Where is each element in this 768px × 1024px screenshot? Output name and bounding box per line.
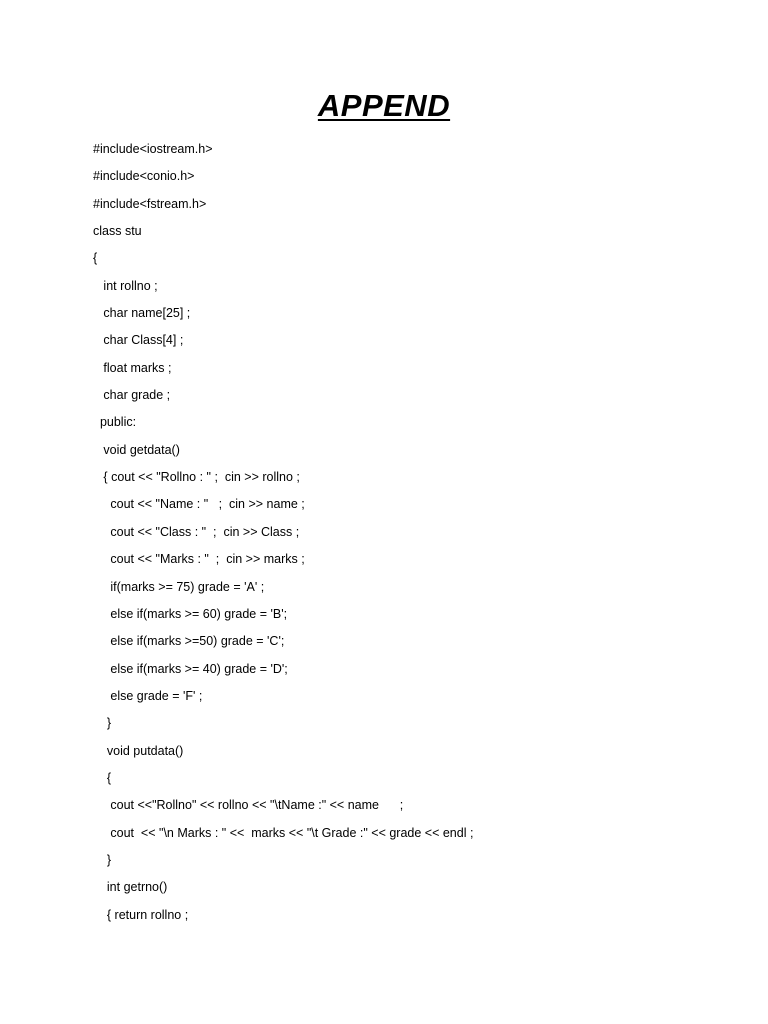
code-line: #include<iostream.h> <box>93 142 213 156</box>
code-line: void putdata() <box>93 743 184 758</box>
code-line: } <box>93 852 112 867</box>
code-line: cout <<"Rollno" << rollno << "\tName :" << name ; <box>93 798 404 813</box>
code-line: cout << "Name : " ; cin >> name ; <box>93 497 305 512</box>
code-line: int rollno ; <box>93 278 158 293</box>
code-line: class stu <box>93 224 142 239</box>
code-line: else grade = 'F' ; <box>93 688 203 703</box>
code-line: char name[25] ; <box>93 306 191 321</box>
code-line: if(marks >= 75) grade = 'A' ; <box>93 579 265 594</box>
code-line: char grade ; <box>93 388 171 403</box>
code-line: cout << "Marks : " ; cin >> marks ; <box>93 552 305 567</box>
code-line: else if(marks >= 40) grade = 'D'; <box>93 661 288 676</box>
code-line: cout << "\n Marks : " << marks << "\t Grade :" << grade << endl ; <box>93 825 474 840</box>
code-line: { return rollno ; <box>93 907 189 922</box>
code-line: #include<conio.h> <box>93 169 195 184</box>
code-line: { cout << "Rollno : " ; cin >> rollno ; <box>93 470 300 485</box>
page-title: APPEND <box>317 88 451 123</box>
code-line: char Class[4] ; <box>93 333 184 348</box>
code-line: cout << "Class : " ; cin >> Class ; <box>93 524 300 539</box>
code-line: } <box>93 716 112 731</box>
code-line: void getdata() <box>93 442 180 457</box>
code-line: public: <box>93 415 137 430</box>
code-line: float marks ; <box>93 360 172 375</box>
code-line: { <box>93 770 112 785</box>
code-line: #include<fstream.h> <box>93 196 207 211</box>
code-listing <box>93 139 713 932</box>
code-line: int getrno() <box>93 880 168 895</box>
code-line: else if(marks >=50) grade = 'C'; <box>93 634 285 649</box>
code-line: else if(marks >= 60) grade = 'B'; <box>93 606 288 621</box>
code-line: { <box>93 251 98 266</box>
